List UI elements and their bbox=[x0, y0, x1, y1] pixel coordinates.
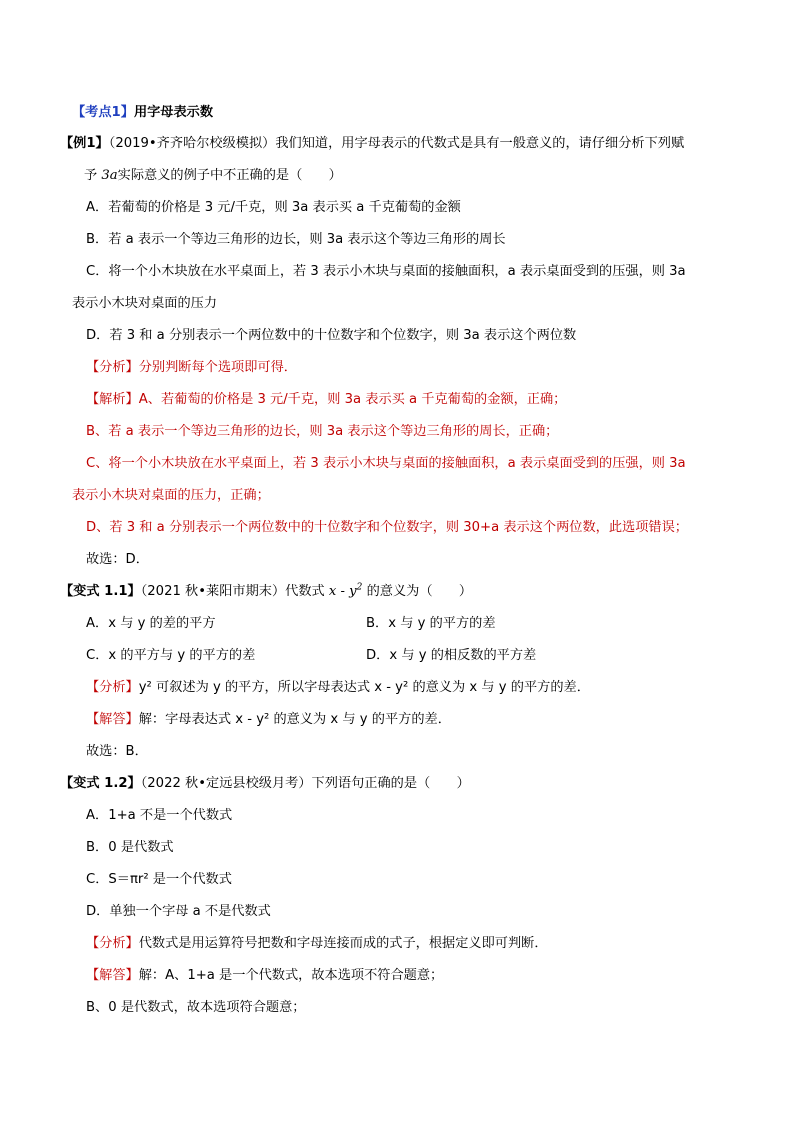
analysis-tag: 【分析】 bbox=[86, 680, 139, 695]
example1-option-a: A．若葡萄的价格是 3 元/千克，则 3a 表示买 a 千克葡萄的金额 bbox=[86, 200, 461, 215]
variant11-options-row2 bbox=[86, 647, 706, 665]
variant11-tag: 【变式 1.1】 bbox=[60, 584, 141, 599]
analysis-text: 代数式是用运算符号把数和字母连接而成的式子，根据定义即可判断． bbox=[138, 936, 548, 951]
variant12-source: （2022 秋•定远县校级月考） bbox=[140, 776, 312, 791]
example1-option-c-line1: C．将一个小木块放在水平桌面上，若 3 表示小木块与桌面的接触面积，a 表示桌面受到的压强，则 3a bbox=[86, 264, 686, 279]
example1-analysis bbox=[86, 359, 297, 377]
example1-solution-a: 【解析】A、若葡萄的价格是 3 元/千克，则 3a 表示买 a 千克葡萄的金额，正确； bbox=[86, 392, 567, 407]
variant11-answer: 故选：B． bbox=[86, 744, 148, 759]
variant12-option-a: A．1+a 不是一个代数式 bbox=[86, 808, 233, 823]
variant11-option-a: A．x 与 y 的差的平方 bbox=[86, 616, 216, 631]
example1-source: （2019•齐齐哈尔校级模拟） bbox=[108, 136, 276, 151]
variant12-solution-b: B、0 是代数式，故本选项符合题意； bbox=[86, 1000, 306, 1015]
variant11-source: （2021 秋•莱阳市期末） bbox=[140, 584, 286, 599]
variant11-option-c: C．x 的平方与 y 的平方的差 bbox=[86, 648, 256, 663]
solution-tag: 【解析】 bbox=[86, 392, 139, 407]
section-title: 用字母表示数 bbox=[133, 105, 214, 120]
example1-option-b: B．若 a 表示一个等边三角形的边长，则 3a 表示这个等边三角形的周长 bbox=[86, 232, 506, 247]
example1-solution-b: B、若 a 表示一个等边三角形的边长，则 3a 表示这个等边三角形的周长，正确； bbox=[86, 424, 559, 439]
variant12-option-c: C．S＝πr² 是一个代数式 bbox=[86, 872, 232, 887]
variant11-options-row1 bbox=[86, 615, 706, 633]
variant12-option-d: D．单独一个字母 a 不是代数式 bbox=[86, 904, 271, 919]
variant12-solution-a: 【解答】解：A、1+a 是一个代数式，故本选项不符合题意； bbox=[86, 968, 444, 983]
example1-question-text: 我们知道，用字母表示的代数式是具有一般意义的，请仔细分析下列赋 bbox=[275, 136, 685, 151]
example1-tag: 【例1】 bbox=[60, 136, 109, 151]
example1-solution-c-line1: C、将一个小木块放在水平桌面上，若 3 表示小木块与桌面的接触面积，a 表示桌面受到的压强，则 3a bbox=[86, 456, 686, 471]
variant12-question: 【变式 1.2】（2022 秋•定远县校级月考）下列语句正确的是（ ） bbox=[60, 776, 470, 791]
math-3a: 3a bbox=[101, 168, 118, 183]
solution-tag: 【解答】 bbox=[86, 712, 139, 727]
section-tag: 【考点1】 bbox=[72, 105, 134, 120]
variant11-question: 【变式 1.1】（2021 秋•莱阳市期末）代数式 x - $y^2$ 的意义为（ ） bbox=[60, 582, 473, 599]
variant11-option-d: D．x 与 y 的相反数的平方差 bbox=[366, 648, 537, 663]
analysis-tag: 【分析】 bbox=[86, 936, 139, 951]
solution-text: 解：字母表达式 x - y² 的意义为 x 与 y 的平方的差． bbox=[138, 712, 451, 727]
math-expression: x - y bbox=[328, 584, 357, 599]
example1-answer: 故选：D． bbox=[86, 552, 149, 567]
solution-tag: 【解答】 bbox=[86, 968, 139, 983]
analysis-text: y² 可叙述为 y 的平方，所以字母表达式 x - y² 的意义为 x 与 y 的平方的差． bbox=[138, 680, 590, 695]
variant11-analysis bbox=[86, 679, 590, 697]
example1-solution-d: D、若 3 和 a 分别表示一个两位数中的十位数字和个位数字，则 30+a 表示这个两位数，此选项错误； bbox=[86, 520, 688, 535]
example1-question-line2: 予 3a实际意义的例子中不正确的是（ ） bbox=[84, 168, 342, 183]
analysis-tag: 【分析】 bbox=[86, 360, 139, 375]
example1-solution-c-line2: 表示小木块对桌面的压力，正确； bbox=[72, 488, 270, 503]
variant12-analysis bbox=[86, 935, 548, 953]
example1-option-d: D．若 3 和 a 分别表示一个两位数中的十位数字和个位数字，则 3a 表示这个两位数 bbox=[86, 328, 577, 343]
example1-question-line1 bbox=[60, 135, 684, 153]
variant11-option-b: B．x 与 y 的平方的差 bbox=[366, 616, 496, 631]
variant12-tag: 【变式 1.2】 bbox=[60, 776, 141, 791]
variant12-option-b: B．0 是代数式 bbox=[86, 840, 174, 855]
section-heading bbox=[72, 104, 213, 122]
variant11-solution bbox=[86, 711, 451, 729]
analysis-text: 分别判断每个选项即可得． bbox=[138, 360, 297, 375]
example1-option-c-line2: 表示小木块对桌面的压力 bbox=[72, 296, 218, 311]
